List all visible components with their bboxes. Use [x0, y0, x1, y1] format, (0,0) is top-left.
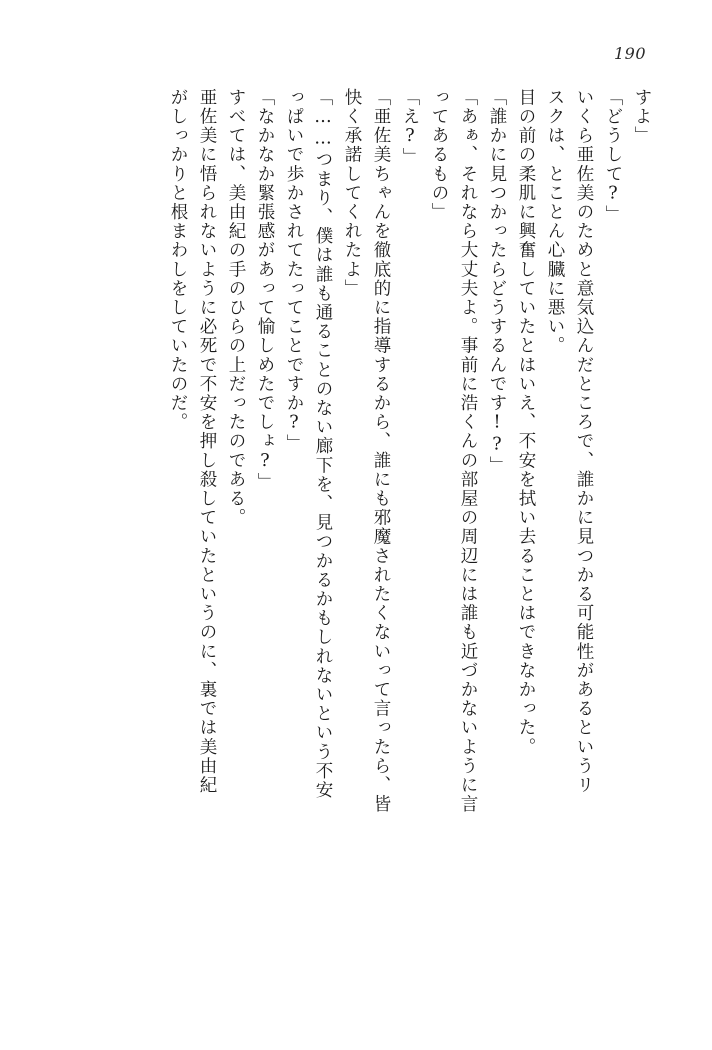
text-column: 「あぁ、それなら大丈夫よ。事前に浩くんの部屋の周辺には誰も近づかないように言: [458, 88, 478, 814]
text-column: 「亜佐美ちゃんを徹底的に指導するから、誰にも邪魔されたくないって言ったら、皆: [371, 88, 391, 814]
text-column: 快く承諾してくれたよ」: [342, 88, 362, 299]
text-column: 「どうして?」: [603, 88, 623, 225]
text-column: 目の前の柔肌に興奮していたとはいえ、不安を拭い去ることはできなかった。: [516, 88, 536, 757]
text-column: 「え?」: [400, 88, 420, 167]
text-column: 「誰かに見つかったらどうするんです!?」: [487, 88, 507, 475]
text-column: 「なかなか緊張感があって愉しめたでしょ?」: [255, 88, 275, 492]
text-column: ってあるもの」: [429, 88, 449, 222]
text-column: 亜佐美に悟られないように必死で不安を押し殺していたというのに、裏では美由紀: [197, 88, 217, 795]
text-column: いくら亜佐美のためと意気込んだところで、誰かに見つかる可能性があるというリ: [574, 88, 594, 795]
text-column: っぱいで歩かされてたってことですか?」: [284, 88, 304, 454]
text-column: スクは、とことん心臓に悪い。: [545, 88, 565, 356]
text-column: がしっかりと根まわしをしていたのだ。: [168, 88, 188, 432]
text-column: すべては、美由紀の手のひらの上だったのである。: [226, 88, 246, 528]
vertical-text-body: [78, 88, 650, 968]
page-number: 190: [613, 44, 646, 63]
text-column: すよ」: [632, 88, 652, 146]
text-column: 「……つまり、僕は誰も通ることのない廊下を、見つかるかもしれないという不安: [313, 88, 333, 800]
